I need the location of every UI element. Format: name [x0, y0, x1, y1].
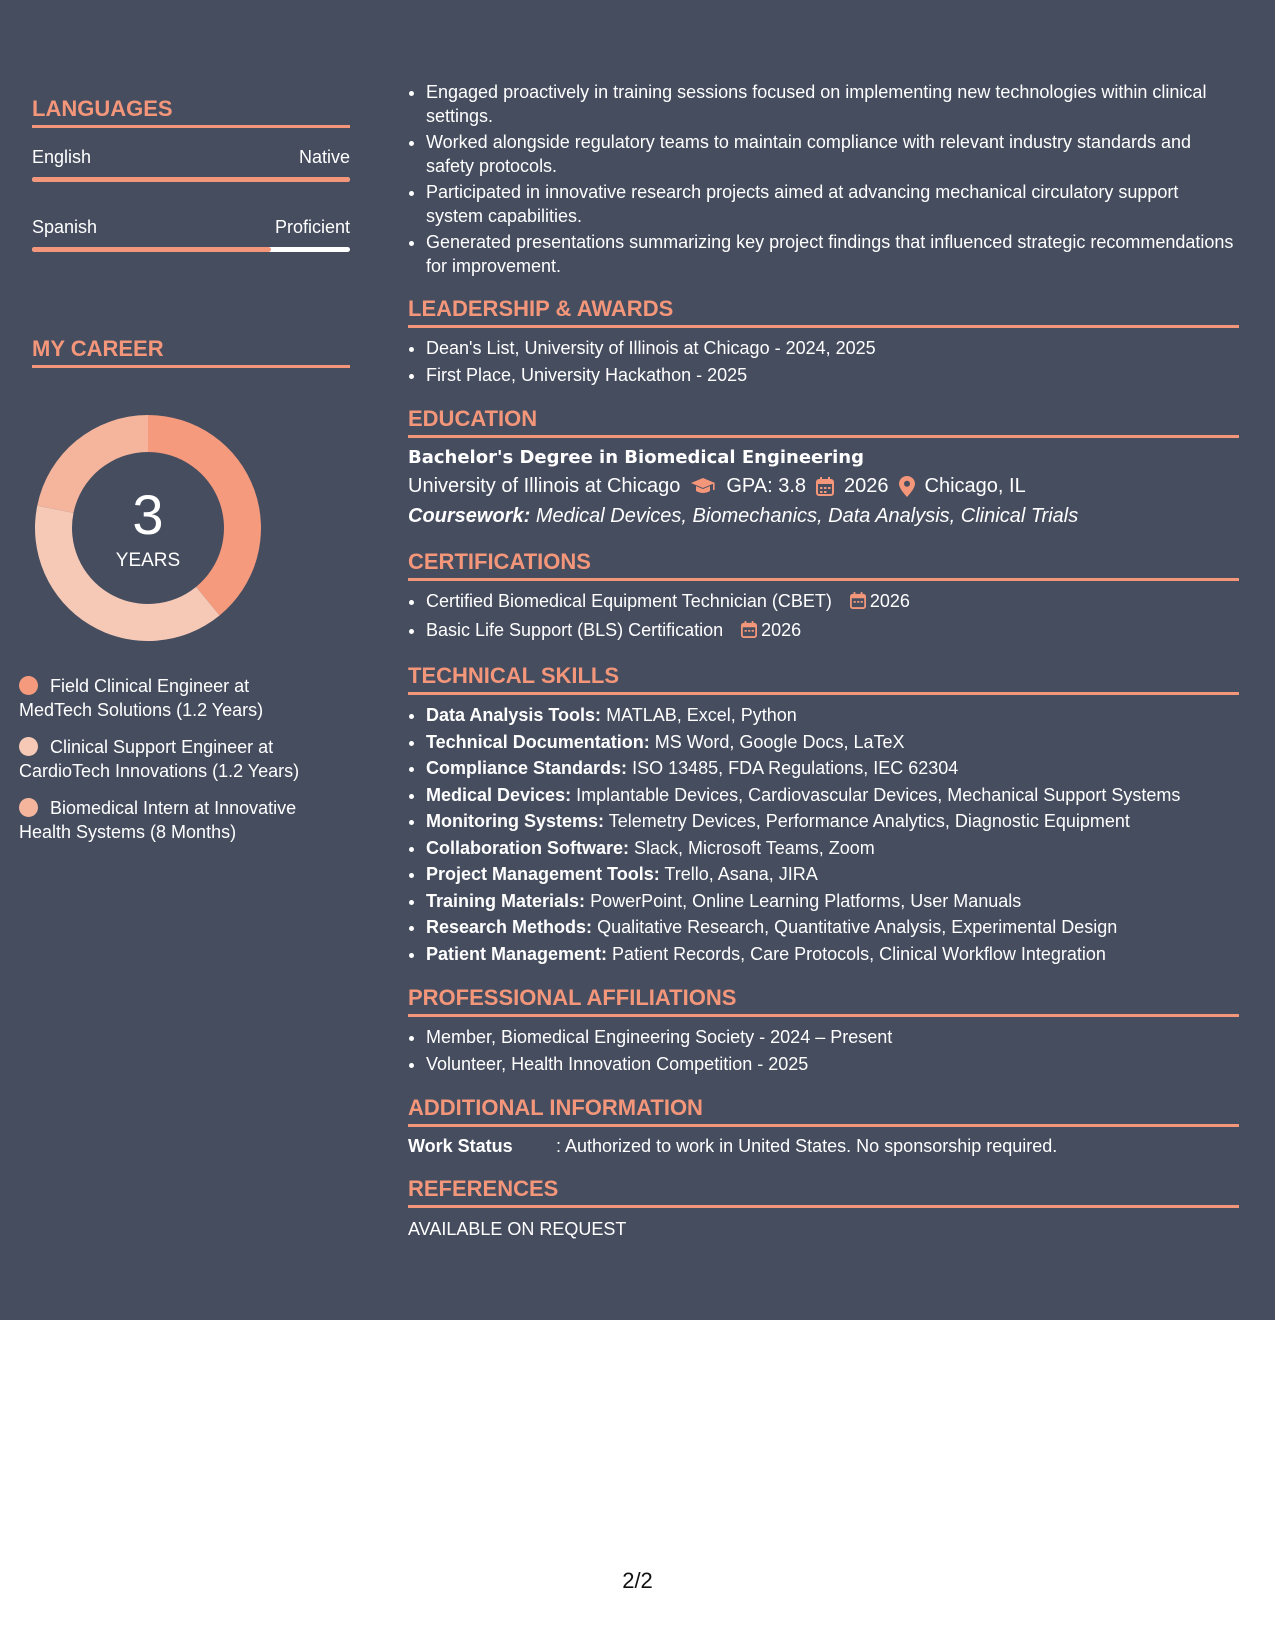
leadership-item: • First Place, University Hackathon - 2025	[426, 362, 1239, 389]
language-bar-fill	[32, 177, 350, 182]
career-role-label: Clinical Support Engineer at CardioTech Innovations (1.2 Years)	[19, 737, 300, 781]
skill-value: Slack, Microsoft Teams, Zoom	[634, 837, 875, 858]
skill-value: Telemetry Devices, Performance Analytics, Diagnostic Equipment	[608, 811, 1130, 831]
affiliation-item: • Volunteer, Health Innovation Competition - 2025	[426, 1051, 1239, 1078]
additional-info-title: ADDITIONAL INFORMATION	[408, 1095, 1239, 1127]
education-gpa: GPA: 3.8	[726, 475, 807, 497]
graduation-cap-icon	[690, 476, 716, 496]
certification-name: Certified Biomedical Equipment Technician (CBET)	[426, 591, 832, 611]
language-name: English	[32, 147, 92, 167]
calendar-icon	[850, 590, 866, 617]
skill-label: Training Materials:	[426, 890, 586, 911]
language-spanish	[32, 216, 350, 252]
certification-name: Basic Life Support (BLS) Certification	[426, 619, 724, 640]
experience-bullet: • Generated presentations summarizing key project findings that influenced strategic recommendations for improvement.	[426, 230, 1239, 278]
calendar-icon	[816, 477, 834, 496]
page-number: 2/2	[622, 1568, 653, 1593]
skill-value: Implantable Devices, Cardiovascular Devices, Mechanical Support Systems	[576, 784, 1181, 805]
education-year: 2026	[844, 475, 889, 497]
career-legend-item	[19, 674, 309, 722]
career-total-label: YEARS	[115, 550, 181, 571]
skill-label: Compliance Standards:	[426, 758, 628, 778]
career-legend-item	[19, 735, 309, 783]
leadership-list	[408, 335, 1239, 388]
legend-dot	[19, 737, 38, 756]
skill-value: Trello, Asana, JIRA	[664, 864, 818, 884]
skill-value: Patient Records, Care Protocols, Clinical Workflow Integration	[612, 943, 1106, 964]
coursework-label: Coursework:	[408, 505, 531, 527]
legend-dot	[19, 676, 38, 695]
skill-label: Monitoring Systems:	[426, 811, 605, 831]
coursework-list: Medical Devices, Biomechanics, Data Analysis, Clinical Trials	[535, 505, 1079, 527]
certifications-list	[408, 588, 1239, 645]
affiliation-item: • Member, Biomedical Engineering Society - 2024 – Present	[426, 1024, 1239, 1051]
leadership-item: • Dean's List, University of Illinois at Chicago - 2024, 2025	[426, 335, 1239, 362]
certification-item	[426, 617, 1239, 646]
skills-title: TECHNICAL SKILLS	[408, 663, 1239, 695]
education-degree: Bachelor's Degree in Biomedical Engineering	[408, 447, 864, 468]
certification-year: 2026	[761, 619, 802, 640]
language-bar	[32, 177, 350, 182]
language-level: Proficient	[274, 217, 350, 237]
career-role-label: Field Clinical Engineer at MedTech Solutions (1.2 Years)	[19, 676, 264, 720]
affiliations-list	[408, 1024, 1239, 1077]
skill-item	[426, 835, 1239, 862]
skill-item	[426, 888, 1239, 915]
certifications-title: CERTIFICATIONS	[408, 549, 1239, 581]
skills-list	[408, 702, 1239, 967]
legend-dot	[19, 798, 38, 817]
leadership-title: LEADERSHIP & AWARDS	[408, 296, 1239, 328]
skill-label: Collaboration Software:	[426, 837, 630, 858]
skill-item	[426, 782, 1239, 809]
languages-section	[32, 96, 350, 252]
experience-bullet: • Participated in innovative research projects aimed at advancing mechanical circulatory support system capabilities.	[426, 180, 1239, 228]
skill-item	[426, 729, 1239, 756]
education-details	[408, 471, 1239, 501]
references-title: REFERENCES	[408, 1176, 1239, 1208]
career-section	[32, 336, 350, 368]
experience-bullet: • Engaged proactively in training sessions focused on implementing new technologies within clinical settings.	[426, 80, 1239, 128]
career-legend-item	[19, 796, 309, 844]
skill-label: Research Methods:	[426, 917, 593, 937]
career-title: MY CAREER	[32, 336, 350, 368]
languages-title: LANGUAGES	[32, 96, 350, 128]
skill-item	[426, 861, 1239, 888]
skill-value: PowerPoint, Online Learning Platforms, User Manuals	[590, 890, 1022, 911]
career-role-label: Biomedical Intern at Innovative Health Systems (8 Months)	[19, 798, 297, 842]
skill-label: Technical Documentation:	[426, 731, 650, 752]
skill-value: MS Word, Google Docs, LaTeX	[654, 731, 905, 752]
career-total-value: 3	[132, 483, 164, 546]
work-status-row	[408, 1134, 1239, 1158]
language-bar-fill	[32, 247, 271, 252]
skill-item	[426, 941, 1239, 968]
right-column	[408, 80, 1239, 1241]
skill-item	[426, 702, 1239, 729]
education-coursework	[408, 501, 1239, 531]
skill-label: Data Analysis Tools:	[426, 705, 602, 725]
skill-item	[426, 755, 1239, 782]
skill-label: Patient Management:	[426, 943, 608, 964]
education-location: Chicago, IL	[924, 475, 1026, 497]
language-name: Spanish	[32, 217, 98, 237]
location-pin-icon	[899, 476, 915, 497]
skill-value: ISO 13485, FDA Regulations, IEC 62304	[632, 758, 959, 778]
work-status-value: : Authorized to work in United States. No sponsorship required.	[556, 1136, 1058, 1156]
language-english	[32, 146, 350, 182]
education-title: EDUCATION	[408, 406, 1239, 438]
skill-item	[426, 808, 1239, 835]
skill-value: MATLAB, Excel, Python	[606, 705, 797, 725]
experience-bullets	[408, 80, 1239, 278]
certification-year: 2026	[869, 591, 910, 611]
language-bar	[32, 247, 350, 252]
affiliations-title: PROFESSIONAL AFFILIATIONS	[408, 985, 1239, 1017]
career-legend	[19, 674, 309, 857]
certification-item	[426, 588, 1239, 617]
language-level: Native	[298, 147, 350, 167]
skill-item	[426, 914, 1239, 941]
skill-label: Medical Devices:	[426, 784, 572, 805]
calendar-icon	[741, 619, 757, 646]
work-status-label: Work Status	[408, 1136, 513, 1156]
skill-label: Project Management Tools:	[426, 864, 660, 884]
career-donut-chart	[32, 412, 264, 644]
references-text: AVAILABLE ON REQUEST	[408, 1219, 627, 1239]
experience-bullet: • Worked alongside regulatory teams to maintain compliance with relevant industry standards and safety protocols.	[426, 130, 1239, 178]
skill-value: Qualitative Research, Quantitative Analysis, Experimental Design	[597, 917, 1118, 937]
education-school: University of Illinois at Chicago	[408, 475, 681, 497]
